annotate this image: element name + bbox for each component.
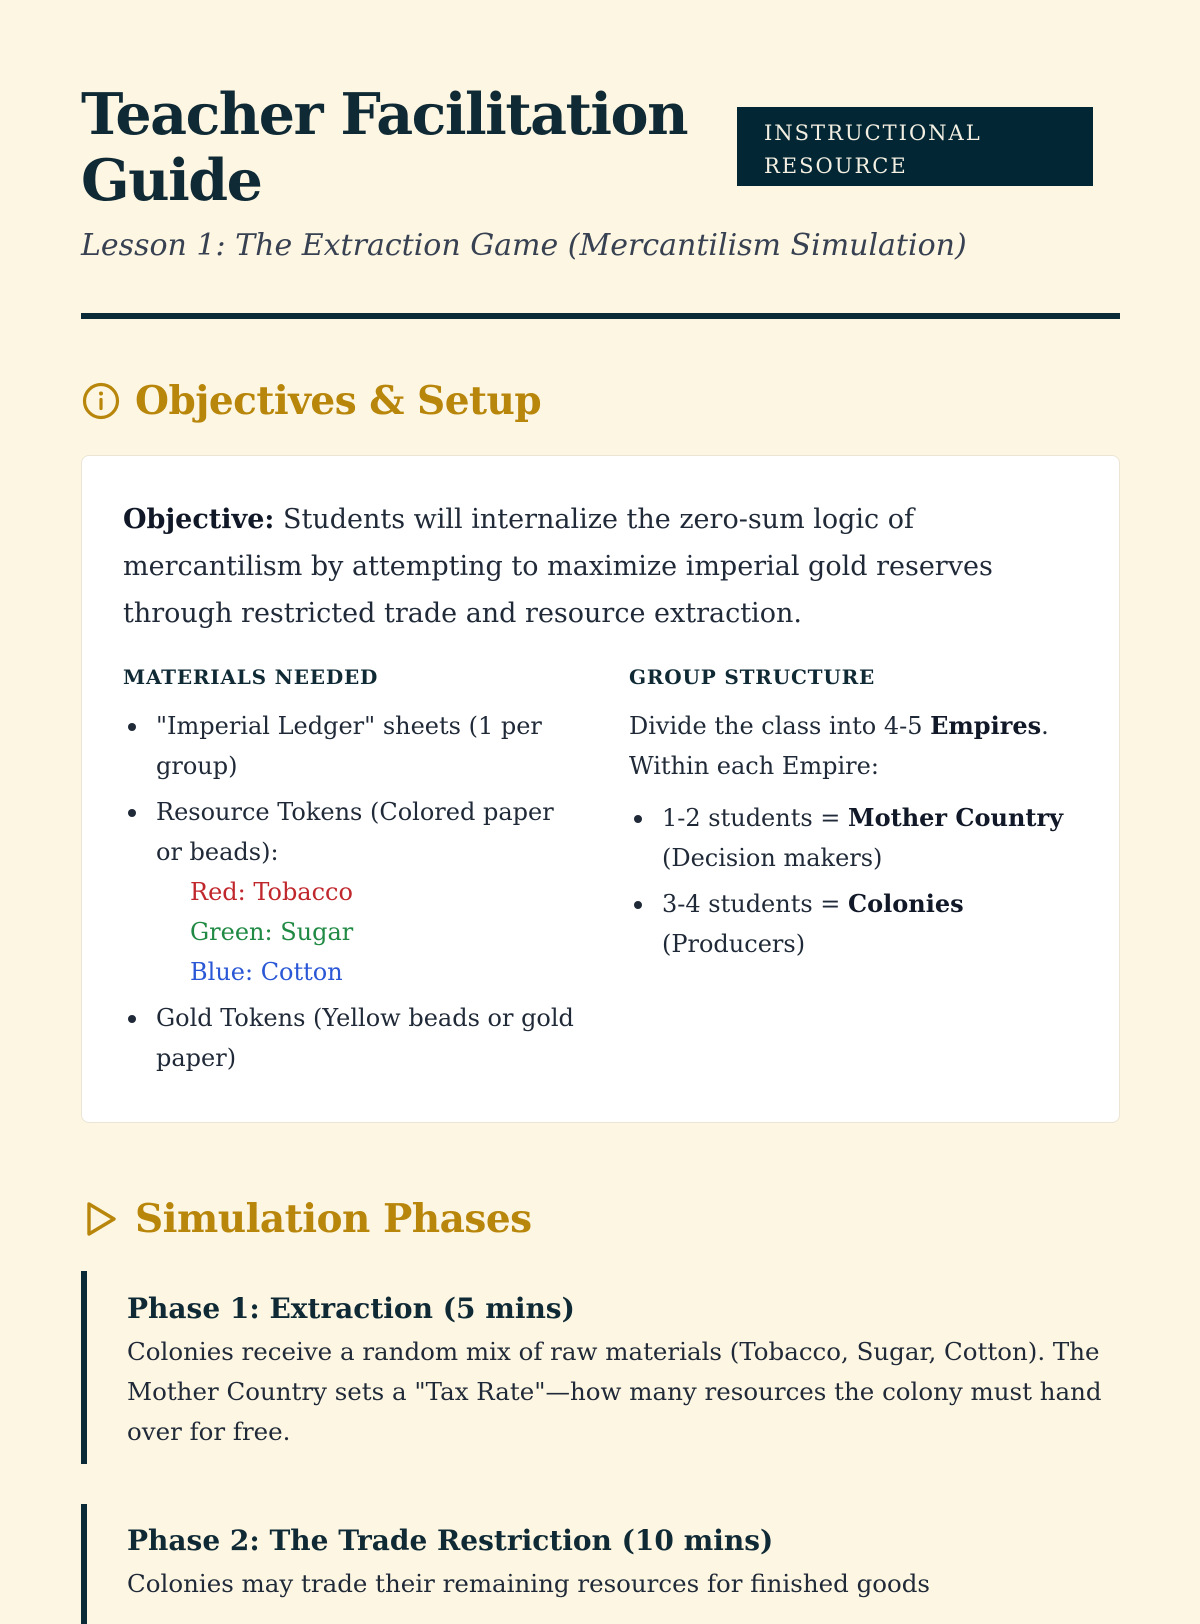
groups-column	[629, 664, 1074, 970]
objectives-section-heading	[81, 378, 541, 424]
group-mother-country: Mother Country	[848, 803, 1064, 832]
objective-label: Objective:	[123, 504, 275, 535]
groups-heading: GROUP STRUCTURE	[629, 665, 876, 689]
token-cotton: Blue: Cotton	[190, 958, 343, 986]
page-header	[81, 0, 1120, 285]
group-mother-post: (Decision makers)	[662, 844, 883, 872]
group-colonies: Colonies	[848, 889, 964, 918]
objectives-card	[81, 455, 1120, 1123]
phase-2-text: Colonies may trade their remaining resources for finished goods	[127, 1569, 931, 1598]
list-item	[123, 998, 583, 1078]
groups-intro-bold: Empires	[930, 711, 1042, 740]
header-divider	[81, 313, 1120, 319]
phase-1-block	[81, 1271, 1120, 1464]
token-tobacco: Red: Tobacco	[190, 878, 353, 906]
lesson-subtitle: Lesson 1: The Extraction Game (Mercantilism Simulation)	[81, 228, 967, 263]
phase-2-block	[81, 1504, 1120, 1624]
list-item	[629, 884, 1074, 964]
materials-ledger: "Imperial Ledger" sheets (1 per group)	[156, 712, 542, 780]
page-title: Teacher Facilitation Guide	[81, 81, 688, 214]
list-item	[629, 798, 1074, 878]
phases-heading-text: Simulation Phases	[135, 1196, 532, 1242]
phases-section-heading	[81, 1196, 532, 1242]
token-sugar: Green: Sugar	[190, 918, 354, 946]
groups-intro	[629, 706, 1074, 786]
phase-1-title: Phase 1: Extraction (5 mins)	[127, 1292, 575, 1325]
objectives-heading-text: Objectives & Setup	[135, 378, 542, 424]
materials-gold-tokens: Gold Tokens (Yellow beads or gold paper)	[156, 1004, 574, 1072]
phase-2-title: Phase 2: The Trade Restriction (10 mins)	[127, 1524, 774, 1557]
materials-list	[123, 706, 583, 1078]
groups-intro-pre: Divide the class into 4-5	[629, 712, 931, 740]
list-item	[123, 706, 583, 786]
group-mother-pre: 1-2 students =	[662, 804, 849, 832]
play-icon	[81, 1199, 121, 1239]
info-circle-icon	[81, 381, 121, 421]
objective-paragraph	[123, 496, 1073, 637]
group-colonies-pre: 3-4 students =	[662, 890, 849, 918]
groups-list	[629, 798, 1074, 964]
materials-heading: MATERIALS NEEDED	[123, 665, 379, 689]
guide-page	[81, 0, 1120, 1598]
resource-badge: INSTRUCTIONAL RESOURCE	[737, 107, 1093, 186]
materials-column	[123, 664, 583, 1084]
list-item	[123, 792, 583, 992]
materials-resource-tokens: Resource Tokens (Colored paper or beads):	[156, 798, 554, 866]
objective-text: Students will internalize the zero-sum logic of mercantilism by attempting to maximize imperial gold reserves through restricted trade and resource extraction.	[123, 504, 993, 629]
groups-intro-post: . Within each Empire:	[629, 712, 1049, 780]
group-colonies-post: (Producers)	[662, 930, 806, 958]
phase-1-text: Colonies receive a random mix of raw materials (Tobacco, Sugar, Cotton). The Mother Country sets a "Tax Rate"—how many resources the colony must hand over for free.	[127, 1337, 1102, 1446]
